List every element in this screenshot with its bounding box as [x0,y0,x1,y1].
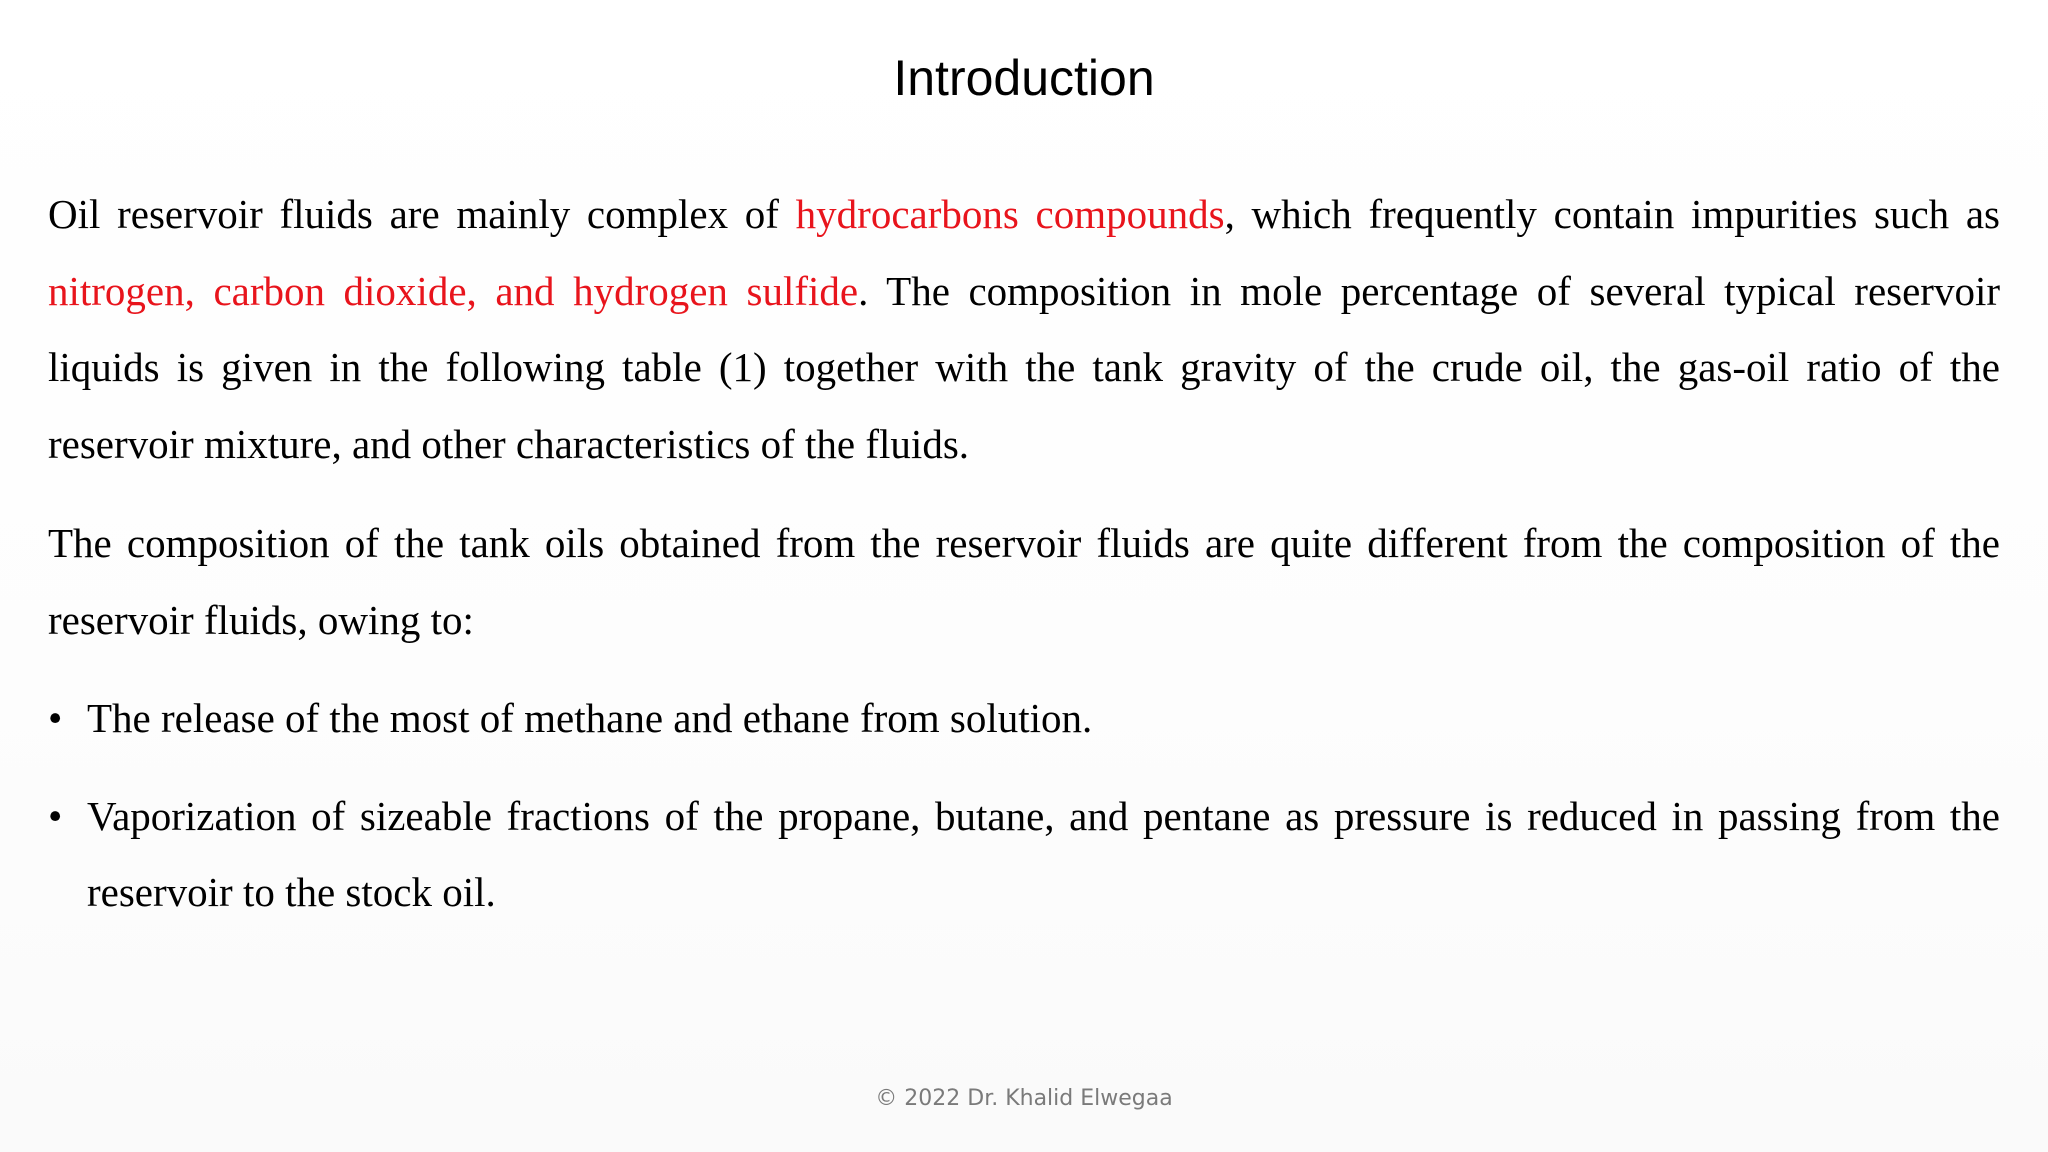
paragraph-text: , which frequently contain impurities such as [1224,191,2000,237]
paragraph-text: Oil reservoir fluids are mainly complex of [48,191,796,237]
composition-paragraph: The composition of the tank oils obtained from the reservoir fluids are quite different from the composition of the reservoir fluids, owing to: [48,520,2000,643]
bullet-icon: • [48,695,63,741]
bullet-text: The release of the most of methane and ethane from solution. [87,695,1093,741]
intro-paragraph [48,176,2000,482]
copyright-footer: © 2022 Dr. Khalid Elwegaa [875,1086,1173,1111]
bullet-icon: • [48,792,63,839]
slide-title: Introduction [893,50,1155,106]
paragraph-text: . The composition in mole percentage of several typical reservoir liquids is given in the following table (1) together with the tank gravity of the crude oil, the gas-oil ratio of the reservoir mixture, and other characteristics of the fluids. [48,267,2000,467]
bullet-item [48,778,2000,931]
bullet-text: Vaporization of sizeable fractions of the propane, butane, and pentane as pressure is reduced in passing from the reservoir to the stock oil. [87,792,2000,915]
highlighted-term: nitrogen, carbon dioxide, and hydrogen sulfide [48,267,859,314]
bullet-item [48,680,2000,757]
bullet-list [48,680,2000,952]
highlighted-term: hydrocarbons compounds [795,191,1225,237]
